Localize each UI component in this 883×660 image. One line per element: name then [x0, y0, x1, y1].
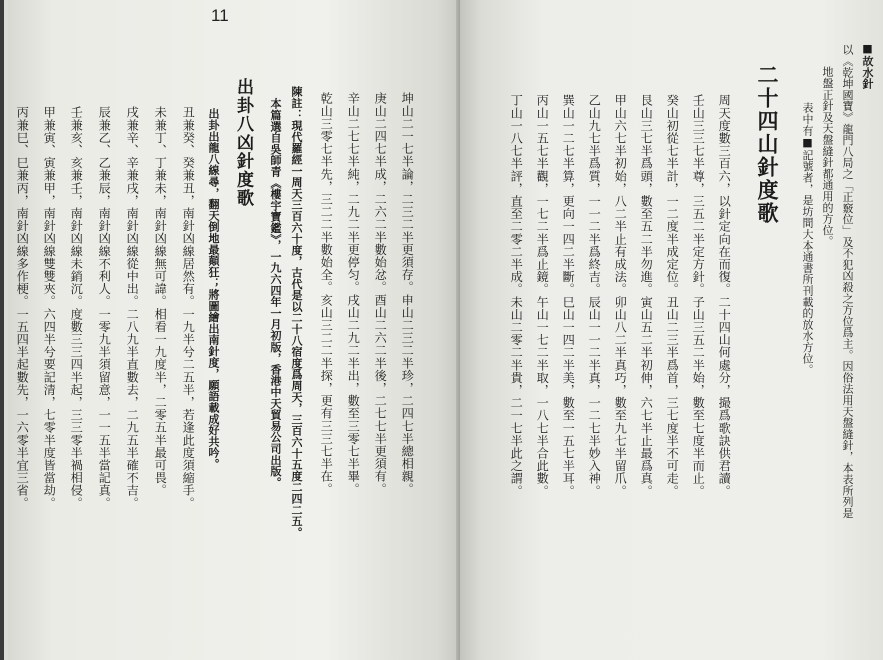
intro-line: 表中有■記號者，是坊間大本通書所刊載的放水方位。 [801, 102, 814, 376]
verse-line: 乾山三零七半先，三二二半數始全。亥山三二二半探，更有三三七半在。 [319, 92, 334, 496]
verse-line: 辰兼乙、乙兼辰，南針凶線不利人。一零九半須留意，一一五半當記真。 [97, 106, 112, 510]
verse-line: 甲山六七半初始，八二半止有成法。卯山八二半真巧，數至九七半留爪。 [613, 94, 628, 498]
verse-line: 甲兼寅、寅兼甲，南針凶線雙雙夾。六四半兮要記清，七零半度皆當劫。 [42, 106, 57, 510]
verse-line: 壬山三三七半尊，三五二半定方針。子山三五二半始，數至七度半而止。 [691, 94, 706, 498]
verse-line: 丙山一五七半觀，一七二半爲止鏡。午山一七二半取，一八七半合此數。 [535, 94, 550, 498]
verse-line: 艮山三七半爲頭，數至五二半勿進。寅山五二半初伸，六七半止最爲真。 [639, 94, 654, 498]
right-page [460, 0, 883, 660]
verse-line: 癸山初從七半計，一二度半成定位。丑山二三半爲首，三七度半不可走。 [665, 94, 680, 498]
editor-note: 陳註：現代羅經一周天三百六十度，古代是以二十八宿度爲周天，三百六十五度二四二五。 [290, 86, 303, 538]
section-title: 出卦八凶針度歌 [233, 78, 253, 208]
verse-line: 壬兼亥、亥兼壬，南針凶線未銷沉。度數三三四半起，三三零半禍相侵。 [69, 106, 84, 510]
left-page [8, 0, 460, 660]
verse-line: 戌兼辛、辛兼戌，南針凶線從中出。二八九半直數去，二九五半確不吉。 [125, 106, 140, 510]
verse-line: 庚山二四七半成，二六二半數始忿。酉山二六二半後，二七七半更須有。 [373, 92, 388, 496]
verse-line: 丑兼癸、癸兼丑，南針凶線居然有。一九半兮二五半，若逢此度須縮手。 [181, 106, 196, 510]
verse-line: 乙山九七半爲質，一一二半爲終吉。辰山一一二半真，一二七半妙入神。 [587, 94, 602, 498]
verse-line: 辛山二七七半純，二九二半更停匀。戌山二九二半出，數至三零七半畢。 [346, 92, 361, 496]
book-spread [4, 0, 881, 660]
section-subtitle: 出卦出龍八線尋，翻天倒地最顛狂；將圖繪出南針度，願語載成好共吟。 [207, 108, 220, 470]
intro-line: 地盤正針及天盤縫針都通用的方位。 [821, 66, 834, 247]
intro-line: 以《乾坤國寶》龍門八局之「正竅位」及不犯凶殺之方位爲主。因俗法用天盤縫針，本表所列是 [841, 44, 854, 519]
section-title: 二十四山針度歌 [755, 64, 779, 225]
verse-line: 未兼丁、丁兼未，南針凶線無可諱。相看一九度半，二零五半最可畏。 [153, 106, 168, 497]
verse-line: 周天度數三百六，以針定向在而復。二十四山何處分，撮爲歌訣供君讀。 [717, 94, 732, 498]
source-note: 本篇選自吳師青《樓宇寶鑑》，一九六四年一月初版，香港中天貿易公司出版。 [269, 98, 282, 488]
header-note: ■故水針 [861, 42, 874, 90]
page-number: 11 [211, 6, 229, 25]
verse-line: 丙兼巳、巳兼丙，南針凶線多作梗。一五四半起數先，一六零半宜三省。 [15, 106, 30, 510]
verse-line: 丁山一八七半評，直至二零二半成。未山二零二半貴，二一七半此之謂。 [509, 94, 524, 498]
verse-line: 坤山二一七半論，二三二半更須存。申山二三二半珍，二四七半總相親。 [400, 92, 415, 496]
verse-line: 巽山一二七半算，更向一四二半斷。巳山一四二半美，數至一五七半耳。 [561, 94, 576, 498]
